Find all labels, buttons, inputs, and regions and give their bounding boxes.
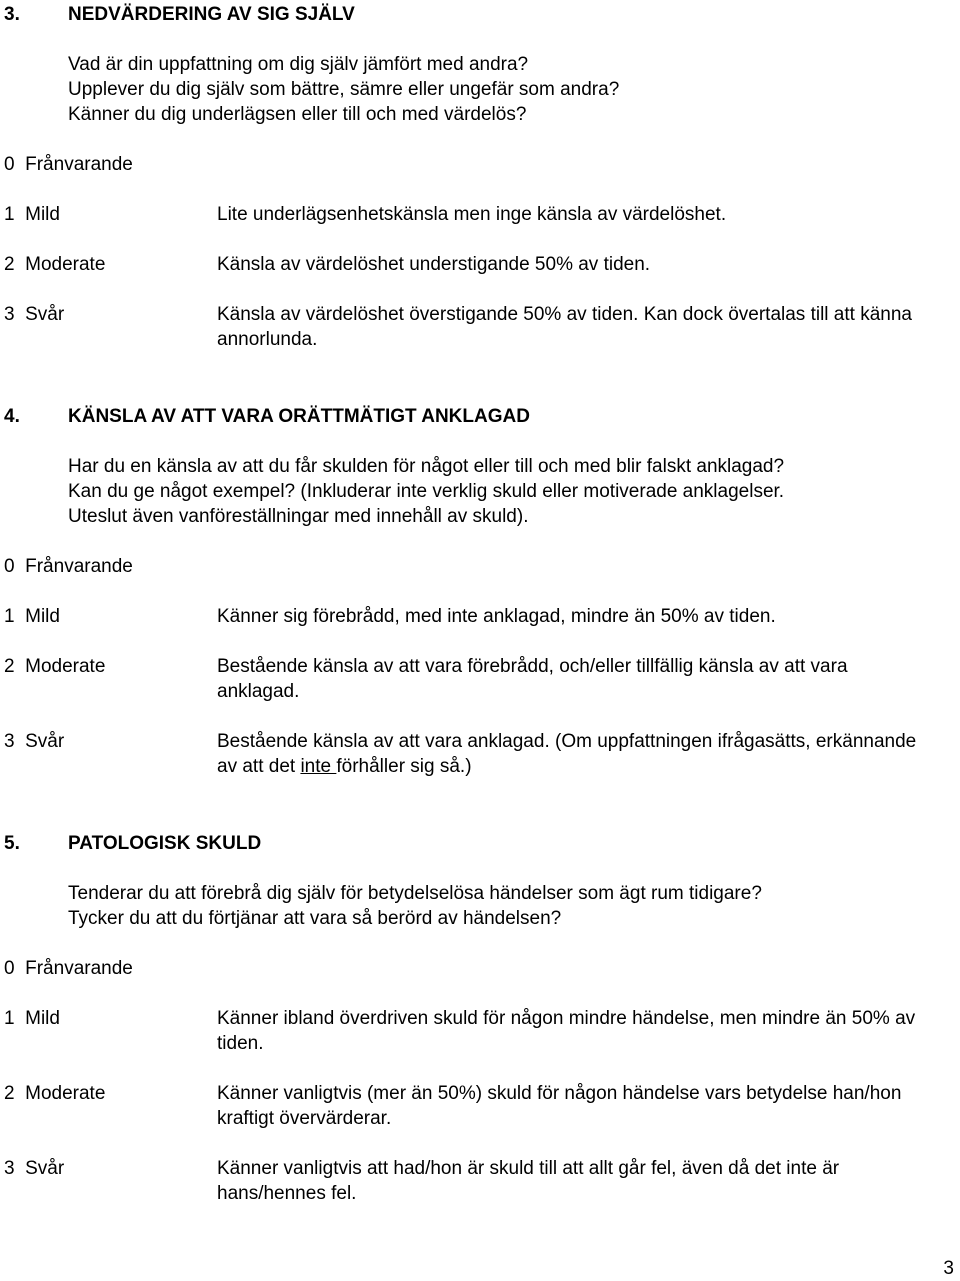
rating-row — [0, 554, 940, 579]
rating-label: 3 Svår — [4, 731, 65, 752]
rating-label: 1 Mild — [4, 204, 60, 225]
rating-row — [0, 302, 940, 352]
rating-description: Känsla av värdelöshet understigande 50% av tiden. — [217, 254, 651, 275]
page-number: 3 — [943, 1258, 954, 1279]
rating-label: 3 Svår — [4, 1158, 65, 1179]
section-number: 4. — [4, 406, 20, 427]
rating-description-text: Bestående känsla av att vara anklagad. (Om uppfattningen ifrågasätts, erkännande av att det — [217, 731, 917, 777]
rating-row — [0, 956, 940, 981]
rating-label: 0 Frånvarande — [4, 958, 133, 979]
section-title: NEDVÄRDERING AV SIG SJÄLV — [68, 4, 355, 25]
rating-label: 0 Frånvarande — [4, 154, 133, 175]
rating-label: 1 Mild — [4, 1008, 60, 1029]
rating-label: 3 Svår — [4, 304, 65, 325]
rating-row — [0, 1006, 940, 1056]
section-heading — [0, 2, 940, 27]
rating-description: Känner vanligtvis att had/hon är skuld till att allt går fel, även då det inte är hans/hennes fel. — [217, 1158, 840, 1204]
section-question — [68, 454, 928, 529]
question-line: Upplever du dig själv som bättre, sämre eller ungefär som andra? — [68, 79, 620, 100]
rating-label: 2 Moderate — [4, 1083, 106, 1104]
section-heading — [0, 831, 940, 856]
rating-description: Känner vanligtvis (mer än 50%) skuld för någon händelse vars betydelse han/hon kraftigt övervärderar. — [217, 1083, 902, 1129]
question-line: Känner du dig underlägsen eller till och med värdelös? — [68, 104, 527, 125]
section-title: KÄNSLA AV ATT VARA ORÄTTMÄTIGT ANKLAGAD — [68, 406, 530, 427]
section-heading — [0, 404, 940, 429]
rating-label: 0 Frånvarande — [4, 556, 133, 577]
rating-description: Känner sig förebrådd, med inte anklagad, mindre än 50% av tiden. — [217, 606, 776, 627]
rating-row — [0, 152, 940, 177]
section-question — [68, 881, 928, 931]
rating-label: 2 Moderate — [4, 254, 106, 275]
section-4 — [0, 404, 940, 779]
question-line: Kan du ge något exempel? (Inkluderar inte verklig skuld eller motiverade anklagelser. — [68, 481, 785, 502]
rating-description: Bestående känsla av att vara förebrådd, och/eller tillfällig känsla av att vara anklagad. — [217, 656, 848, 702]
section-title: PATOLOGISK SKULD — [68, 833, 262, 854]
section-3 — [0, 2, 940, 352]
section-5 — [0, 831, 940, 1206]
rating-description — [217, 729, 917, 779]
rating-row — [0, 1156, 940, 1206]
question-line: Vad är din uppfattning om dig själv jämfört med andra? — [68, 54, 529, 75]
underlined-word: inte — [300, 756, 337, 777]
question-line: Tycker du att du förtjänar att vara så berörd av händelsen? — [68, 908, 562, 929]
question-line: Tenderar du att förebrå dig själv för betydelselösa händelser som ägt rum tidigare? — [68, 883, 762, 904]
question-line: Har du en känsla av att du får skulden för något eller till och med blir falskt anklagad? — [68, 456, 785, 477]
rating-description-text: förhåller sig så.) — [336, 756, 472, 777]
section-number: 5. — [4, 833, 20, 854]
rating-row — [0, 604, 940, 629]
rating-row — [0, 729, 940, 779]
rating-row — [0, 1081, 940, 1131]
rating-label: 2 Moderate — [4, 656, 106, 677]
rating-row — [0, 252, 940, 277]
rating-row — [0, 202, 940, 227]
question-line: Uteslut även vanföreställningar med innehåll av skuld). — [68, 506, 529, 527]
rating-row — [0, 654, 940, 704]
section-number: 3. — [4, 4, 20, 25]
rating-description: Känsla av värdelöshet överstigande 50% av tiden. Kan dock övertalas till att känna annorlunda. — [217, 304, 912, 350]
rating-label: 1 Mild — [4, 606, 60, 627]
section-question — [68, 52, 928, 127]
rating-description: Lite underlägsenhetskänsla men inge känsla av värdelöshet. — [217, 204, 727, 225]
rating-description: Känner ibland överdriven skuld för någon mindre händelse, men mindre än 50% av tiden. — [217, 1008, 916, 1054]
